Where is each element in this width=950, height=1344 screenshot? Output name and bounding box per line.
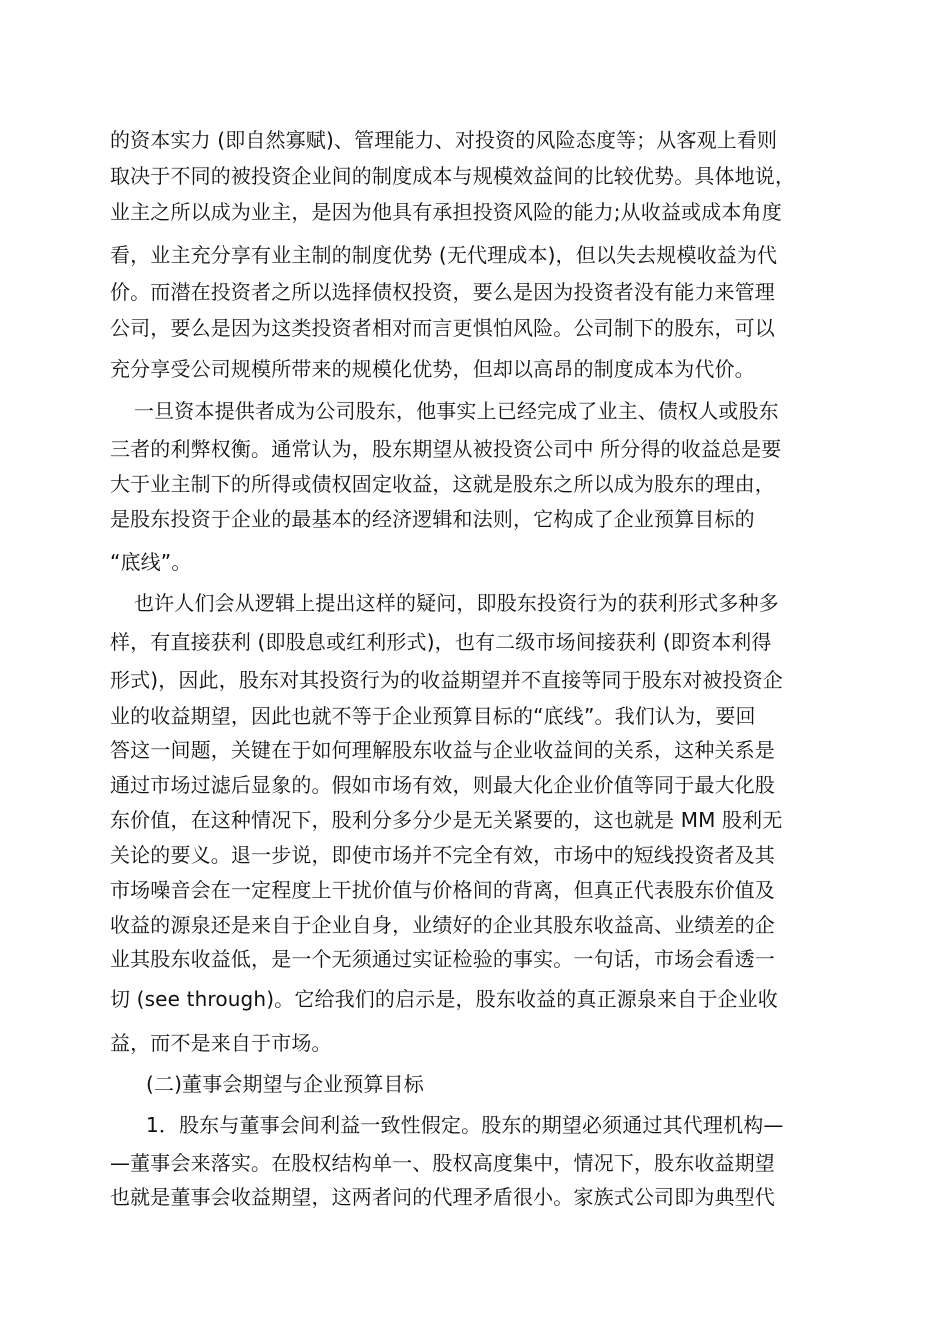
text-line: 取决于不同的被投资企业间的制度成本与规模效益间的比较优势。具体地说， <box>110 164 796 188</box>
text-line: 业其股东收益低，是一个无须通过实证检验的事实。一句话，市场会看透一 <box>110 947 775 971</box>
text-line: 1．股东与董事会间利益一致性假定。股东的期望必须通过其代理机构— <box>146 1113 784 1137</box>
text-line: 是股东投资于企业的最基本的经济逻辑和法则，它构成了企业预算目标的 <box>110 507 755 531</box>
text-line: 样，有直接获利 (即股息或红利形式)，也有二级市场间接获利 (即资本利得 <box>110 630 772 654</box>
text-line: 也就是董事会收益期望，这两者问的代理矛盾很小。家族式公司即为典型代 <box>110 1185 775 1209</box>
text-line: 通过市场过滤后显象的。假如市场有效，则最大化企业价值等同于最大化股 <box>110 773 775 797</box>
text-line: 关论的要义。退一步说，即使市场并不完全有效，市场中的短线投资者及其 <box>110 843 775 867</box>
text-line: 收益的源泉还是来自于企业自身，业绩好的企业其股东收益高、业绩差的企 <box>110 913 775 937</box>
text-line: 大于业主制下的所得或债权固定收益，这就是股东之所以成为股东的理由， <box>110 472 775 496</box>
text-line: 的资本实力 (即自然寡赋)、管理能力、对投资的风险态度等；从客观上看则 <box>110 128 778 152</box>
text-line: 价。而潜在投资者之所以选择债权投资，要么是因为投资者没有能力来管理 <box>110 280 775 304</box>
text-line: —董事会来落实。在股权结构单一、股权高度集中，情况下，股东收益期望 <box>110 1151 775 1175</box>
text-line: 业主之所以成为业主，是因为他具有承担投资风险的能力;从收益或成本角度 <box>110 200 782 224</box>
text-line: “底线”。 <box>110 550 192 574</box>
text-line: 公司，要么是因为这类投资者相对而言更惧怕风险。公司制下的股东，可以 <box>110 316 775 340</box>
text-line: 形式)，因此，股东对其投资行为的收益期望并不直接等同于股东对被投资企 <box>110 668 783 692</box>
text-line: 答这一间题，关键在于如何理解股东收益与企业收益间的关系，这种关系是 <box>110 738 775 762</box>
text-line: 东价值，在这种情况下，股利分多分少是无关紧要的，这也就是 MM 股利无 <box>110 808 783 832</box>
text-line: 切 (see through)。它给我们的启示是，股东收益的真正源泉来自于企业收 <box>110 987 778 1011</box>
text-line: 看，业主充分享有业主制的制度优势 (无代理成本)，但以失去规模收益为代 <box>110 243 778 267</box>
section-heading: (二)董事会期望与企业预算目标 <box>146 1072 424 1096</box>
text-line: 也许人们会从逻辑上提出这样的疑问，即股东投资行为的获利形式多种多 <box>134 591 779 615</box>
text-line: 充分享受公司规模所带来的规模化优势，但却以高昂的制度成本为代价。 <box>110 357 755 381</box>
text-line: 一旦资本提供者成为公司股东，他事实上已经完成了业主、债权人或股东 <box>134 399 779 423</box>
text-line: 市场噪音会在一定程度上干扰价值与价格间的背离，但真正代表股东价值及 <box>110 878 775 902</box>
text-line: 三者的利弊权衡。通常认为，股东期望从被投资公司中 所分得的收益总是要 <box>110 437 782 461</box>
text-line: 业的收益期望，因此也就不等于企业预算目标的“底线”。我们认为，要回 <box>110 704 756 728</box>
text-line: 益，而不是来自于市场。 <box>110 1031 332 1055</box>
